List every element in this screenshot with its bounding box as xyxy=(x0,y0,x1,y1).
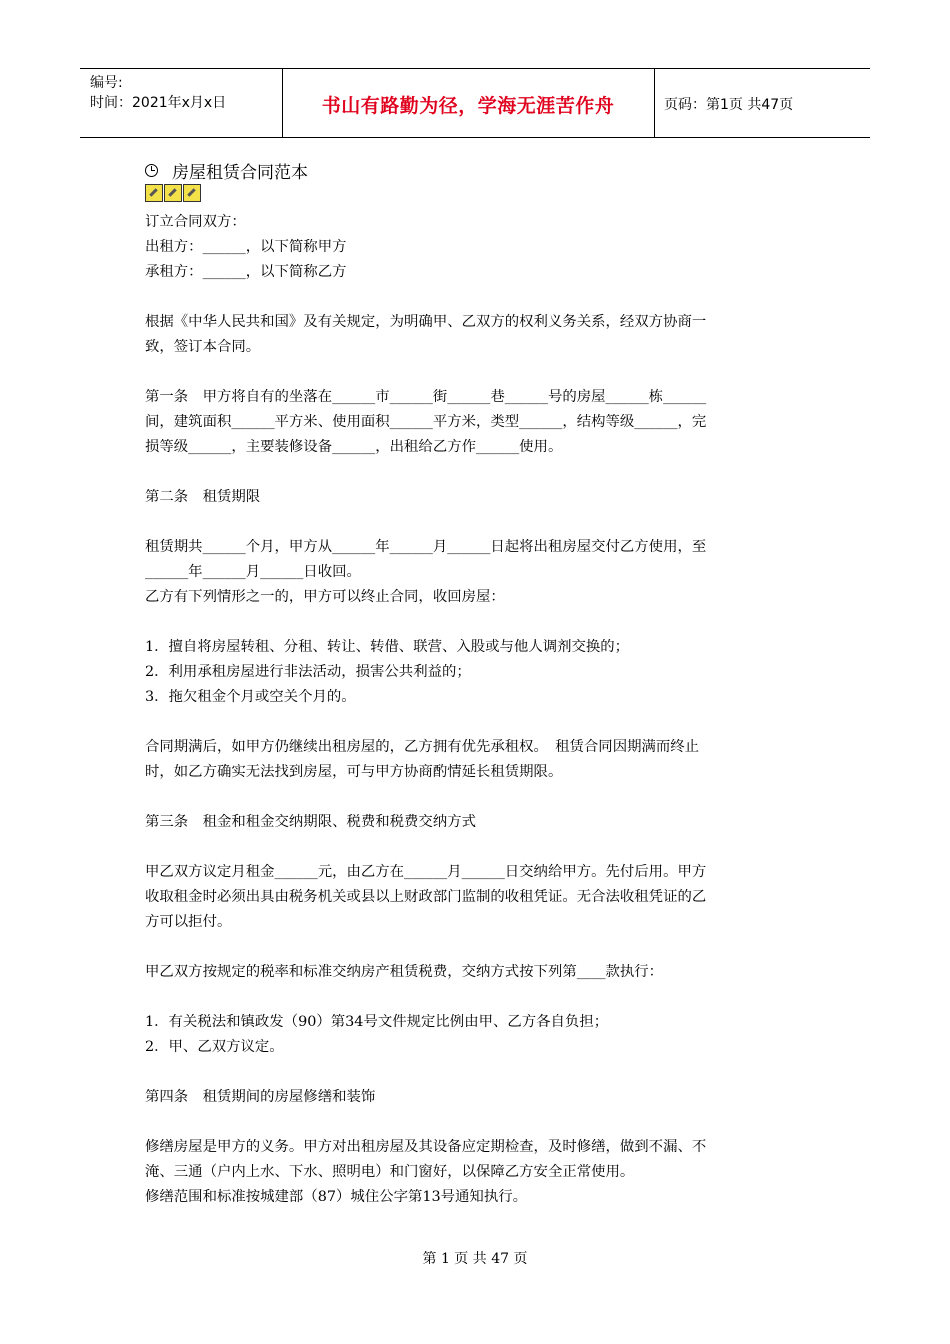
text-line: 淹、三通（户内上水、下水、照明电）和门窗好，以保障乙方安全正常使用。 xyxy=(145,1164,635,1180)
text-line: 订立合同双方： xyxy=(145,214,246,230)
header-page-cell xyxy=(654,69,870,137)
pencil-note-icon xyxy=(164,184,182,202)
header-motto-cell xyxy=(282,69,655,137)
paragraph-gap xyxy=(145,510,805,535)
paragraph-gap xyxy=(145,360,805,385)
text-line: 损等级______，主要装修设备______，出租给乙方作______使用。 xyxy=(145,439,563,455)
text-line: 第四条 租赁期间的房屋修缮和装饰 xyxy=(145,1089,376,1105)
text-line: 2．利用承租房屋进行非法活动，损害公共利益的； xyxy=(145,664,471,680)
motto-text: 书山有路勤为径，学海无涯苦作舟 xyxy=(321,95,615,117)
text-line: 第二条 租赁期限 xyxy=(145,489,261,505)
header-meta-cell xyxy=(80,69,283,137)
paragraph-gap xyxy=(145,835,805,860)
text-line: 甲乙双方按规定的税率和标准交纳房产租赁税费，交纳方式按下列第____款执行： xyxy=(145,964,664,980)
page-footer: 第 1 页 共 47 页 xyxy=(422,1251,528,1267)
page-info: 页码：第1页 共47页 xyxy=(664,97,794,113)
text-line: 方可以拒付。 xyxy=(145,914,232,930)
text-line: 第三条 租金和租金交纳期限、税费和税费交纳方式 xyxy=(145,814,476,830)
document-title-row xyxy=(145,158,308,183)
page-header xyxy=(80,68,870,138)
text-line: ______年______月______日收回。 xyxy=(145,564,361,580)
document-title: 房屋租赁合同范本 xyxy=(172,163,308,183)
text-line: 间，建筑面积______平方米、使用面积______平方米，类型______，结构等级______，完 xyxy=(145,414,707,430)
text-line: 修缮范围和标准按城建部（87）城住公字第13号通知执行。 xyxy=(145,1189,527,1205)
pencil-note-icon xyxy=(183,184,201,202)
text-line: 承租方：______，以下简称乙方 xyxy=(145,264,347,280)
text-line: 根据《中华人民共和国》及有关规定，为明确甲、乙双方的权利义务关系，经双方协商一 xyxy=(145,314,707,330)
text-line: 租赁期共______个月，甲方从______年______月______日起将出租房屋交付乙方使用，至 xyxy=(145,539,707,555)
paragraph-gap xyxy=(145,285,805,310)
text-line: 出租方：______，以下简称甲方 xyxy=(145,239,347,255)
document-time-label: 时间：2021年x月x日 xyxy=(90,95,227,111)
text-line: 致，签订本合同。 xyxy=(145,339,261,355)
text-line: 收取租金时必须出具由税务机关或县以上财政部门监制的收租凭证。无合法收租凭证的乙 xyxy=(145,889,707,905)
text-line: 乙方有下列情形之一的，甲方可以终止合同，收回房屋： xyxy=(145,589,505,605)
text-line: 1．有关税法和镇政发（90）第34号文件规定比例由甲、乙方各自负担； xyxy=(145,1014,609,1030)
paragraph-gap xyxy=(145,460,805,485)
text-line: 2．甲、乙双方议定。 xyxy=(145,1039,284,1055)
paragraph-gap xyxy=(145,710,805,735)
paragraph-gap xyxy=(145,985,805,1010)
document-number-label: 编号: xyxy=(90,75,123,91)
paragraph-gap xyxy=(145,1110,805,1135)
text-line: 3．拖欠租金个月或空关个月的。 xyxy=(145,689,356,705)
text-line: 合同期满后，如甲方仍继续出租房屋的，乙方拥有优先承租权。 租赁合同因期满而终止 xyxy=(145,739,700,755)
text-line: 修缮房屋是甲方的义务。甲方对出租房屋及其设备应定期检查，及时修缮，做到不漏、不 xyxy=(145,1139,707,1155)
decoration-strip xyxy=(145,184,202,202)
pencil-note-icon xyxy=(145,184,163,202)
document-body xyxy=(145,210,805,1210)
paragraph-gap xyxy=(145,785,805,810)
clock-icon xyxy=(145,164,158,177)
paragraph-gap xyxy=(145,1060,805,1085)
paragraph-gap xyxy=(145,610,805,635)
text-line: 1．擅自将房屋转租、分租、转让、转借、联营、入股或与他人调剂交换的； xyxy=(145,639,630,655)
paragraph-gap xyxy=(145,935,805,960)
text-line: 第一条 甲方将自有的坐落在______市______街______巷______号的房屋______栋______ xyxy=(145,389,707,405)
text-line: 时，如乙方确实无法找到房屋，可与甲方协商酌情延长租赁期限。 xyxy=(145,764,563,780)
text-line: 甲乙双方议定月租金______元，由乙方在______月______日交纳给甲方。先付后用。甲方 xyxy=(145,864,707,880)
